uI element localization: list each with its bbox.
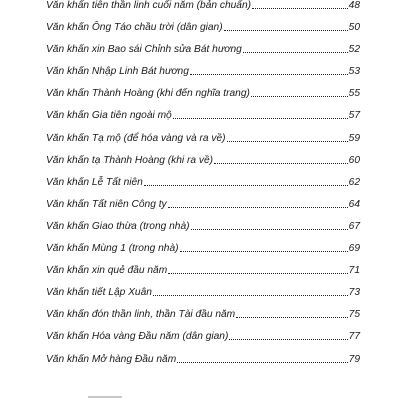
toc-entry-page: 71 [348, 265, 360, 277]
toc-dot-leader [144, 185, 348, 186]
toc-dot-leader [224, 30, 348, 31]
toc-entry-page: 55 [348, 88, 360, 100]
toc-dot-leader [252, 8, 348, 9]
toc-entry-page: 60 [348, 154, 360, 166]
toc-entry-title: Văn khấn xin Bao sái Chỉnh sửa Bát hương [46, 44, 242, 56]
toc-entry-page: 77 [348, 331, 360, 343]
toc-entry[interactable] [46, 78, 360, 100]
toc-entry-title: Văn khấn xin quẻ đầu năm [46, 265, 168, 277]
toc-dot-leader [173, 118, 348, 119]
toc-entry[interactable] [46, 343, 360, 365]
toc-entry-page: 50 [348, 22, 360, 34]
toc-entry-page: 67 [348, 220, 360, 232]
toc-entry-title: Văn khấn tiễn thần linh cuối năm (bản chuẩn) [46, 0, 252, 11]
toc-entry-page: 57 [348, 110, 360, 122]
toc-entry-page: 73 [348, 287, 360, 299]
toc-entry-title: Văn khấn Lễ Tất niên [46, 176, 143, 188]
toc-entry-page: 62 [348, 176, 360, 188]
toc-entry[interactable] [46, 0, 360, 12]
toc-entry[interactable] [46, 189, 360, 211]
cut-off-next-entry [46, 392, 166, 400]
toc-dot-leader [251, 96, 348, 97]
toc-entry-title: Văn khấn Giao thừa (trong nhà) [46, 220, 190, 232]
toc-entry-title: Văn khấn Tất niên Công ty [46, 198, 167, 210]
toc-dot-leader [153, 295, 348, 296]
toc-entry[interactable] [46, 12, 360, 34]
toc-entry-title: Văn khấn Mùng 1 (trong nhà) [46, 243, 179, 255]
toc-entry[interactable] [46, 233, 360, 255]
toc-dot-leader [190, 74, 348, 75]
toc-dot-leader [236, 317, 347, 318]
toc-entry-title: Văn khấn Hóa vàng Đầu năm (dân gian) [46, 331, 229, 343]
toc-entry[interactable] [46, 277, 360, 299]
toc-entry[interactable] [46, 34, 360, 56]
toc-entry-title: Văn khấn tiết Lập Xuân [46, 287, 152, 299]
toc-dot-leader [177, 362, 347, 363]
toc-entry[interactable] [46, 211, 360, 233]
toc-entry[interactable] [46, 299, 360, 321]
toc-dot-leader [191, 229, 348, 230]
toc-dot-leader [168, 207, 348, 208]
toc-entry[interactable] [46, 56, 360, 78]
toc-entry-page: 75 [348, 309, 360, 321]
toc-entry-page: 48 [348, 0, 360, 11]
toc-entry[interactable] [46, 321, 360, 343]
toc-entry-title: Văn khấn Tạ mộ (để hóa vàng và ra về) [46, 132, 226, 144]
toc-entry[interactable] [46, 145, 360, 167]
toc-dot-leader [227, 141, 348, 142]
toc-entry-title: Văn khấn Mở hàng Đầu năm [46, 353, 177, 365]
toc-entry-page: 69 [348, 243, 360, 255]
toc-dot-leader [168, 273, 347, 274]
toc-entry[interactable] [46, 255, 360, 277]
toc-dot-leader [180, 251, 348, 252]
toc-entry[interactable] [46, 167, 360, 189]
toc-dot-leader [214, 163, 348, 164]
toc-entry-title: Văn khấn tạ Thành Hoàng (khi ra về) [46, 154, 214, 166]
toc-entry-page: 59 [348, 132, 360, 144]
toc-entry-page: 52 [348, 44, 360, 56]
toc-entry-title: Văn khấn Thành Hoàng (khi đến nghĩa trang) [46, 88, 250, 100]
toc-entry-page: 64 [348, 198, 360, 210]
toc-dot-leader [229, 339, 347, 340]
toc-entry[interactable] [46, 100, 360, 122]
toc-entry-page: 79 [348, 353, 360, 365]
toc-entry-title: Văn khấn Gia tiên ngoài mộ [46, 110, 172, 122]
toc-entry[interactable] [46, 122, 360, 144]
toc-entry-title: Văn khấn đón thần linh, thần Tài đầu năm [46, 309, 236, 321]
cut-off-text-fragment [88, 396, 122, 398]
toc-entry-title: Văn khấn Ông Táo chầu trời (dân gian) [46, 22, 223, 34]
table-of-contents [46, 0, 360, 366]
toc-entry-title: Văn khấn Nhập Linh Bát hương [46, 66, 189, 78]
toc-dot-leader [243, 52, 348, 53]
toc-entry-page: 53 [348, 66, 360, 78]
